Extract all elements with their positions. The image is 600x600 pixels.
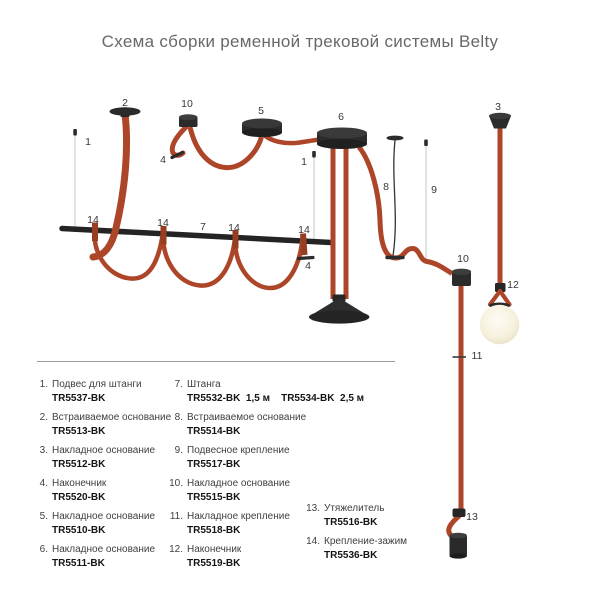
surface-base-10-left <box>179 114 198 127</box>
legend-item-code: TR5511-BK <box>52 558 105 569</box>
legend-item-number: 2. <box>39 412 48 423</box>
belt-hook-4-left <box>172 127 186 155</box>
legend-item <box>36 412 171 438</box>
legend-item-number: 4. <box>39 478 48 489</box>
legend-item-name: Наконечник <box>187 544 242 555</box>
legend-item <box>303 536 407 562</box>
canopy-6 <box>317 128 367 150</box>
legend-item <box>166 412 364 438</box>
callout-12: 12 <box>507 279 519 291</box>
legend-item-name: Накладное основание <box>52 511 156 522</box>
hanger-wire-1-middle <box>312 151 316 240</box>
legend-item-name: Встраиваемое основание <box>187 412 307 423</box>
legend-item-name: Накладное основание <box>187 478 291 489</box>
legend-item-code: TR5536-BK <box>324 550 378 561</box>
canopy-5 <box>242 119 282 138</box>
legend-item-code: TR5512-BK <box>52 459 106 470</box>
callout-5: 5 <box>258 105 264 117</box>
legend-item-number: 14. <box>306 536 320 547</box>
legend-item <box>166 379 364 405</box>
legend-item <box>36 478 171 504</box>
belt-triangle <box>490 291 510 305</box>
legend-item-code: TR5519-BK <box>187 558 241 569</box>
legend-item-name: Наконечник <box>52 478 107 489</box>
cone-shade <box>309 295 370 324</box>
legend-item-name: Накладное основание <box>52 544 156 555</box>
legend-item-name: Штанга <box>187 379 221 390</box>
legend-column-1 <box>36 379 171 577</box>
end-tip-4-right <box>299 258 314 259</box>
legend-item-name: Накладное крепление <box>187 511 290 522</box>
rod-7 <box>62 229 331 243</box>
legend-item-code: TR5532-BK 1,5 м TR5534-BK 2,5 м <box>187 393 365 404</box>
legend-column-3 <box>303 503 407 569</box>
legend-item <box>166 478 364 504</box>
legend-item-code: TR5515-BK <box>187 492 241 503</box>
callout-10a: 10 <box>181 98 193 110</box>
canopy-3 <box>489 113 511 129</box>
legend-item-number: 5. <box>39 511 48 522</box>
callout-14a: 14 <box>87 214 99 226</box>
legend-item-code: TR5510-BK <box>52 525 106 536</box>
callout-2: 2 <box>122 97 128 109</box>
legend-item-name: Накладное основание <box>52 445 156 456</box>
legend-item-code: TR5517-BK <box>187 459 241 470</box>
legend-item-number: 8. <box>174 412 183 423</box>
callout-14d: 14 <box>298 224 310 236</box>
weight-13 <box>450 533 468 559</box>
page-title: Схема сборки ременной трековой системы Belty <box>101 32 499 51</box>
callout-7: 7 <box>200 221 206 233</box>
legend-item <box>166 445 364 471</box>
legend-item-name: Подвесное крепление <box>187 445 290 456</box>
callout-8: 8 <box>383 181 389 193</box>
legend-item-code: TR5514-BK <box>187 426 241 437</box>
callout-1a: 1 <box>85 136 91 148</box>
callout-13: 13 <box>466 511 478 523</box>
legend-item-number: 11. <box>169 511 183 522</box>
legend-item-number: 6. <box>39 544 48 555</box>
callout-14c: 14 <box>228 222 240 234</box>
legend-item-name: Подвес для штанги <box>52 379 142 390</box>
legend-item-code: TR5518-BK <box>187 525 241 536</box>
hanger-wire-1-left <box>73 129 77 229</box>
callout-11: 11 <box>471 350 483 362</box>
legend-item-number: 3. <box>39 445 48 456</box>
belt-from-mount-2 <box>93 114 127 257</box>
legend-item-name: Встраиваемое основание <box>52 412 172 423</box>
legend-item <box>303 503 407 529</box>
legend-item-code: TR5516-BK <box>324 517 378 528</box>
legend-item-name: Утяжелитель <box>324 503 385 514</box>
legend-item-number: 7. <box>174 379 183 390</box>
legend-item-number: 1. <box>39 379 48 390</box>
callout-4b: 4 <box>305 260 311 272</box>
callout-6: 6 <box>338 111 344 123</box>
legend-item-name: Крепление-зажим <box>324 536 408 547</box>
legend-item-code: TR5537-BK <box>52 393 106 404</box>
surface-base-10-right <box>452 269 471 286</box>
callout-4a: 4 <box>160 154 166 166</box>
legend-item <box>36 445 171 471</box>
belts-from-canopy-6 <box>333 146 452 299</box>
legend-item <box>36 544 171 570</box>
legend-item-number: 9. <box>174 445 183 456</box>
globe-lamp <box>480 305 520 345</box>
legend-divider <box>37 361 395 362</box>
clip-13 <box>453 509 466 518</box>
legend-item-number: 12. <box>169 544 183 555</box>
callout-1b: 1 <box>301 156 307 168</box>
callout-10b: 10 <box>457 253 469 265</box>
legend-item-code: TR5520-BK <box>52 492 106 503</box>
legend-item <box>36 511 171 537</box>
recessed-base-8 <box>387 136 404 256</box>
legend-item-number: 10. <box>169 478 183 489</box>
suspension-wire-9 <box>424 140 428 261</box>
callout-14b: 14 <box>157 217 169 229</box>
legend-item-code: TR5513-BK <box>52 426 106 437</box>
legend-item <box>36 379 171 405</box>
callout-9: 9 <box>431 184 437 196</box>
callout-3: 3 <box>495 101 501 113</box>
legend-item-number: 13. <box>306 503 320 514</box>
